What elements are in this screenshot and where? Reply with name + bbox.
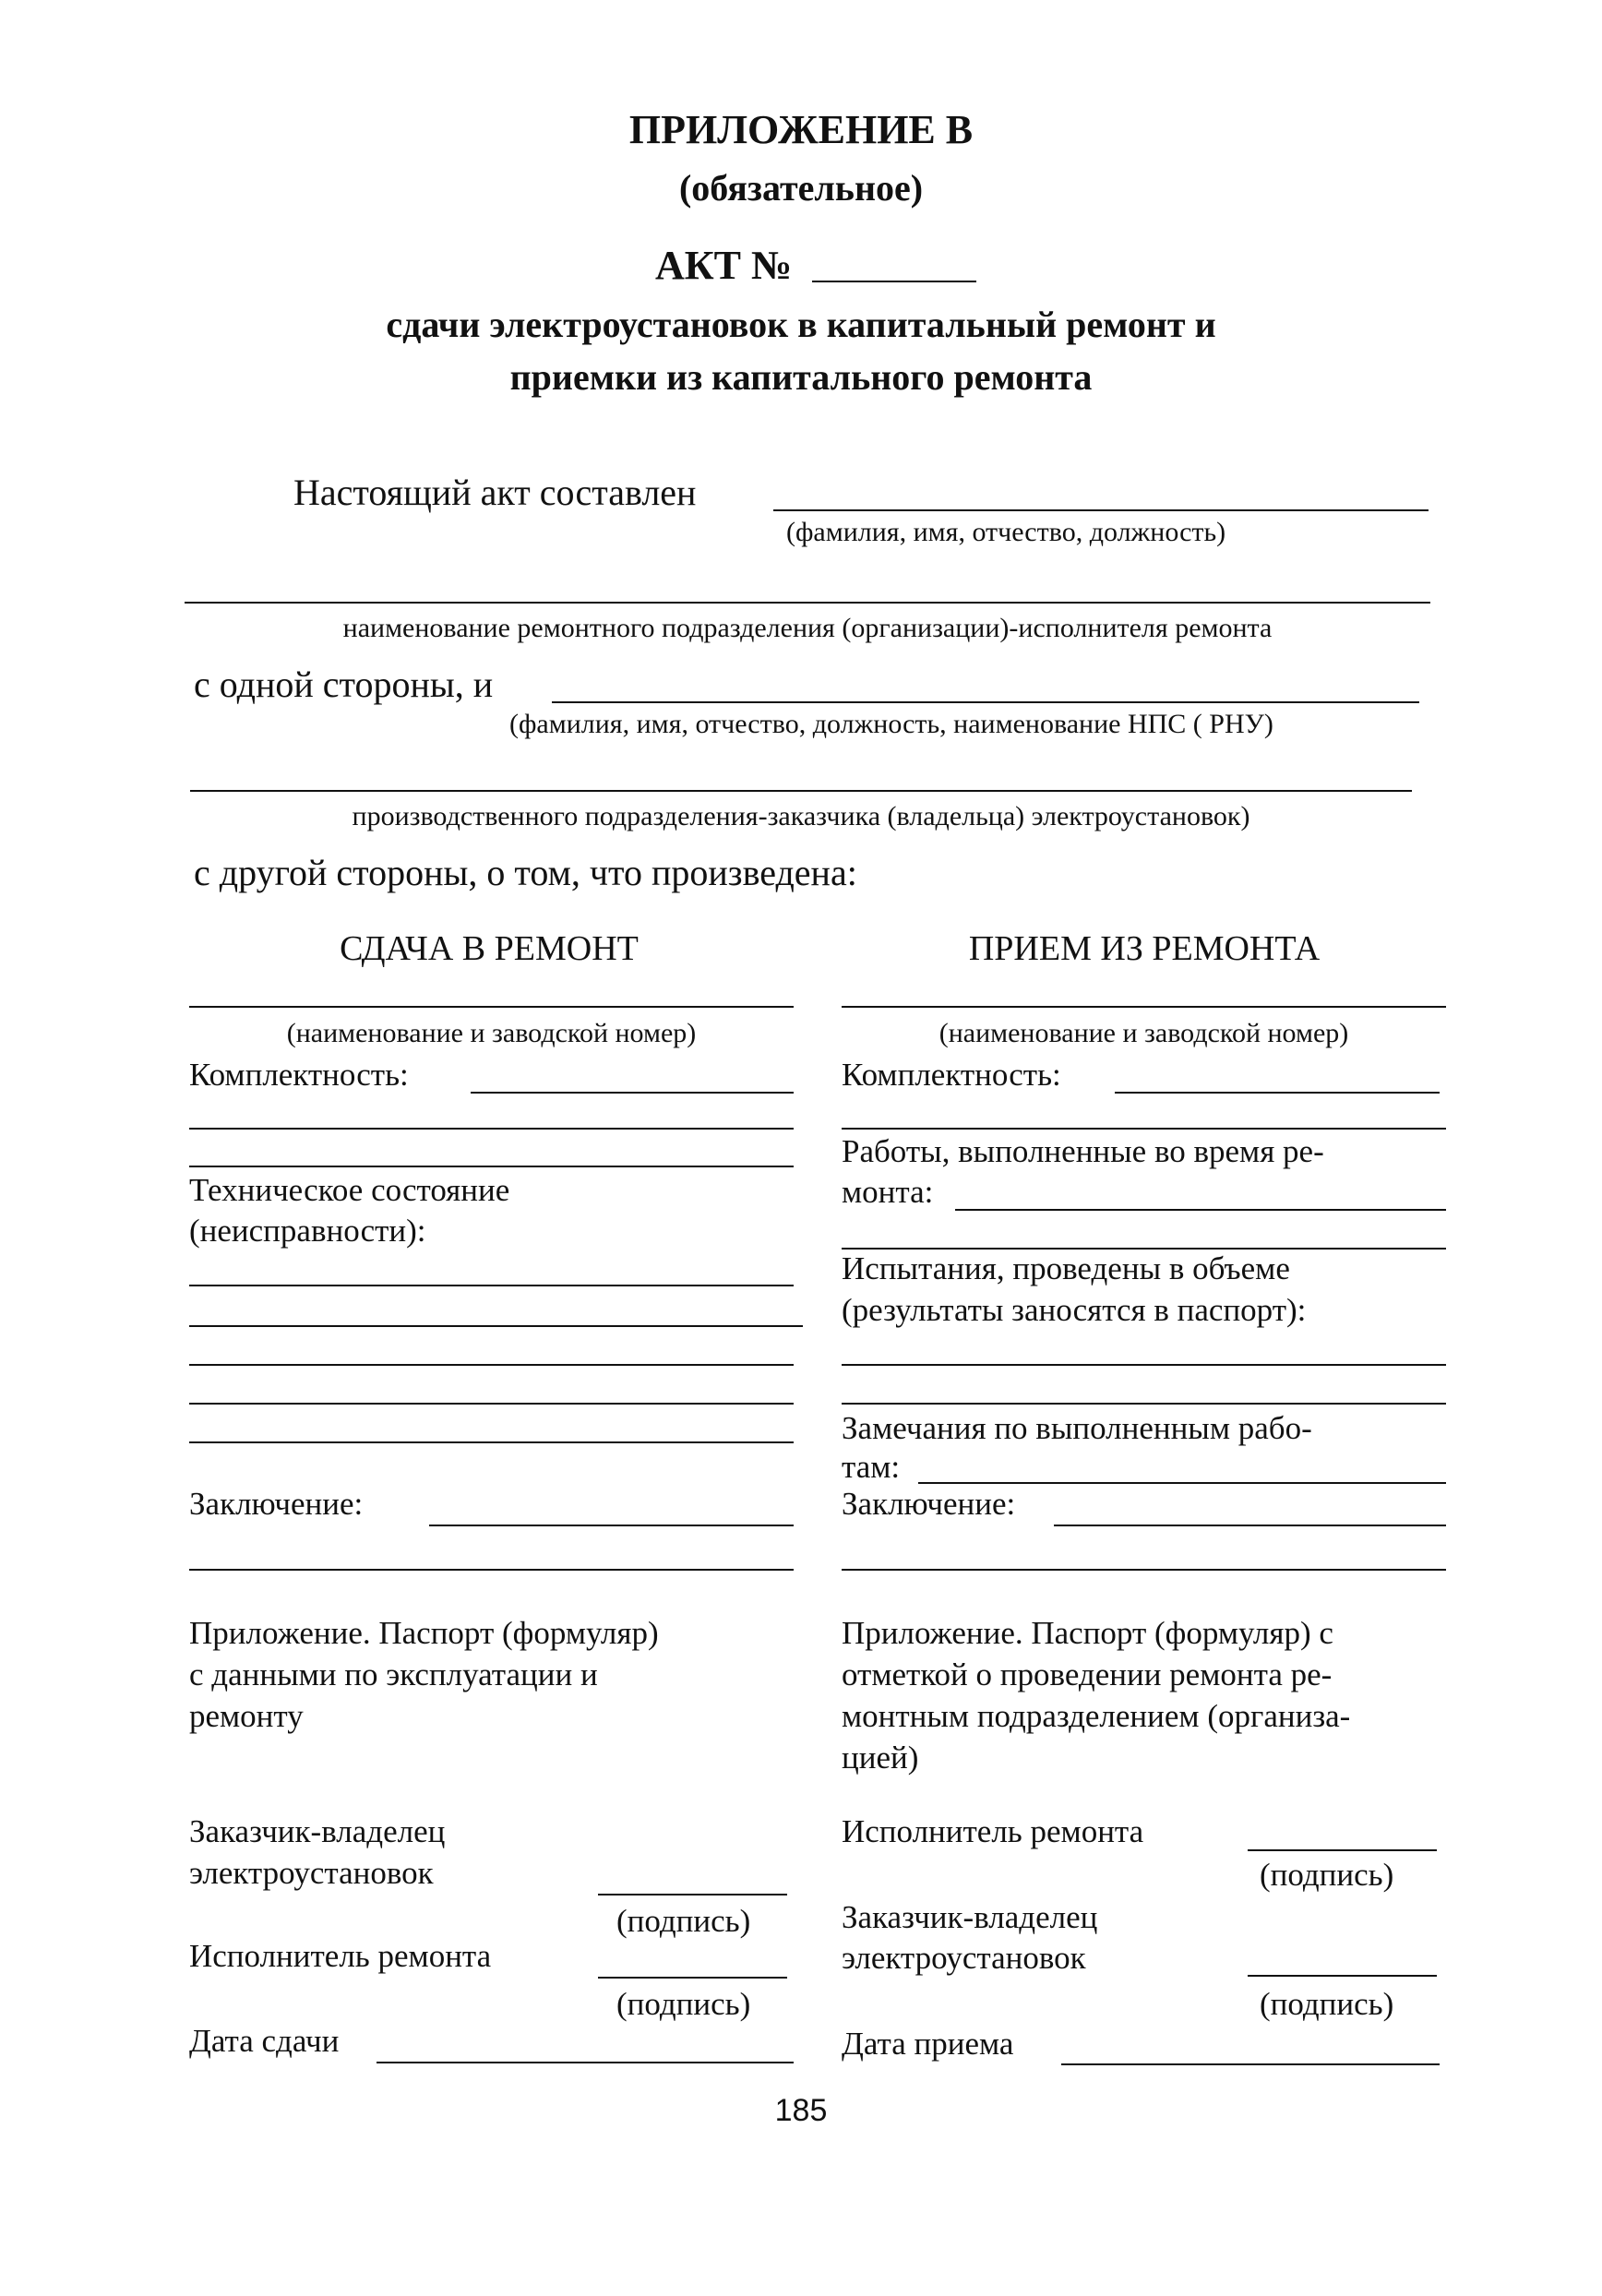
left-conclusion-line2 bbox=[189, 1569, 794, 1571]
caption-person: (фамилия, имя, отчество, должность) bbox=[786, 517, 1226, 547]
right-caption-name: (наименование и заводской номер) bbox=[938, 1018, 1349, 1048]
left-appendix-1: Приложение. Паспорт (формуляр) bbox=[189, 1615, 659, 1651]
composed-by-line bbox=[773, 509, 1429, 511]
right-heading: ПРИЕМ ИЗ РЕМОНТА bbox=[968, 929, 1321, 968]
right-customer-1: Заказчик-владелец bbox=[842, 1899, 1098, 1935]
right-conclusion-label: Заключение: bbox=[842, 1486, 1016, 1522]
left-line-f bbox=[189, 1403, 794, 1405]
appendix-subtitle: (обязательное) bbox=[678, 167, 924, 209]
left-appendix-2: с данными по эксплуатации и bbox=[189, 1656, 598, 1692]
right-date-line bbox=[1061, 2063, 1440, 2065]
left-line-e bbox=[189, 1364, 794, 1366]
left-appendix-3: ремонту bbox=[189, 1698, 304, 1734]
right-name-line bbox=[842, 1006, 1446, 1008]
right-appendix-3: монтным подразделением (организа- bbox=[842, 1698, 1351, 1734]
left-customer-1: Заказчик-владелец bbox=[189, 1813, 446, 1849]
caption-org: наименование ремонтного подразделения (организации)-исполнителя ремонта bbox=[342, 613, 1273, 643]
act-number-label: АКТ № bbox=[655, 243, 793, 288]
appendix-title: ПРИЛОЖЕНИЕ В bbox=[628, 107, 974, 152]
right-remarks-line bbox=[918, 1482, 1446, 1484]
right-line-a bbox=[842, 1128, 1446, 1130]
org-name-line bbox=[185, 602, 1430, 604]
right-signature-line-2 bbox=[1248, 1975, 1437, 1977]
right-customer-2: электроустановок bbox=[842, 1940, 1086, 1976]
act-number-line bbox=[812, 281, 976, 282]
left-line-b bbox=[189, 1166, 794, 1167]
right-line-d bbox=[842, 1403, 1446, 1405]
left-completeness-line bbox=[471, 1092, 794, 1094]
left-signature-line-1 bbox=[598, 1894, 787, 1895]
act-heading-line1: сдачи электроустановок в капитальный ремонт и bbox=[386, 304, 1216, 345]
caption-person2: (фамилия, имя, отчество, должность, наименование НПС ( РНУ) bbox=[509, 709, 1273, 739]
left-date-label: Дата сдачи bbox=[189, 2023, 340, 2059]
left-signature-caption-2: (подпись) bbox=[616, 1986, 751, 2022]
act-heading-line2: приемки из капитального ремонта bbox=[509, 356, 1093, 398]
right-appendix-4: цией) bbox=[842, 1740, 919, 1776]
left-contractor-label: Исполнитель ремонта bbox=[189, 1938, 492, 1974]
left-line-a bbox=[189, 1128, 794, 1130]
left-conclusion-label: Заключение: bbox=[189, 1486, 364, 1522]
right-line-c bbox=[842, 1364, 1446, 1366]
left-line-c bbox=[189, 1285, 794, 1286]
right-line-b bbox=[842, 1248, 1446, 1250]
composed-label: Настоящий акт составлен bbox=[293, 472, 697, 513]
right-tests-2: (результаты заносятся в паспорт): bbox=[842, 1292, 1307, 1328]
right-remarks-2: там: bbox=[842, 1449, 901, 1485]
other-side-label: с другой стороны, о том, что произведена: bbox=[194, 852, 857, 893]
right-works-1: Работы, выполненные во время ре- bbox=[842, 1133, 1324, 1169]
right-contractor-label: Исполнитель ремонта bbox=[842, 1813, 1144, 1849]
left-line-g bbox=[189, 1441, 794, 1443]
right-date-label: Дата приема bbox=[842, 2026, 1014, 2062]
left-date-line bbox=[377, 2062, 794, 2063]
right-signature-line-1 bbox=[1248, 1849, 1437, 1851]
left-tech-state-1: Техническое состояние bbox=[189, 1172, 510, 1208]
right-conclusion-line2 bbox=[842, 1569, 1446, 1571]
right-appendix-1: Приложение. Паспорт (формуляр) с bbox=[842, 1615, 1333, 1651]
left-tech-state-2: (неисправности): bbox=[189, 1213, 426, 1249]
right-works-line bbox=[955, 1209, 1446, 1211]
right-signature-caption-2: (подпись) bbox=[1260, 1986, 1394, 2022]
left-signature-caption-1: (подпись) bbox=[616, 1903, 751, 1939]
right-completeness-line bbox=[1115, 1092, 1440, 1094]
left-completeness-label: Комплектность: bbox=[189, 1057, 409, 1093]
right-signature-caption-1: (подпись) bbox=[1260, 1857, 1394, 1893]
page-number: 185 bbox=[774, 2093, 828, 2128]
right-tests-1: Испытания, проведены в объеме bbox=[842, 1250, 1290, 1286]
left-line-d bbox=[189, 1325, 803, 1327]
caption-customer: производственного подразделения-заказчика (владельца) электроустановок) bbox=[352, 801, 1250, 831]
second-party-line bbox=[552, 701, 1419, 703]
right-remarks-1: Замечания по выполненным рабо- bbox=[842, 1410, 1312, 1446]
left-signature-line-2 bbox=[598, 1977, 787, 1979]
left-heading: СДАЧА В РЕМОНТ bbox=[340, 929, 639, 968]
right-conclusion-line bbox=[1054, 1525, 1446, 1526]
left-name-line bbox=[189, 1006, 794, 1008]
right-appendix-2: отметкой о проведении ремонта ре- bbox=[842, 1656, 1333, 1692]
right-works-2: монта: bbox=[842, 1174, 934, 1210]
left-conclusion-line bbox=[429, 1525, 794, 1526]
left-caption-name: (наименование и заводской номер) bbox=[286, 1018, 697, 1048]
one-side-label: с одной стороны, и bbox=[194, 664, 494, 705]
customer-name-line bbox=[190, 790, 1412, 792]
left-customer-2: электроустановок bbox=[189, 1855, 434, 1891]
right-completeness-label: Комплектность: bbox=[842, 1057, 1061, 1093]
